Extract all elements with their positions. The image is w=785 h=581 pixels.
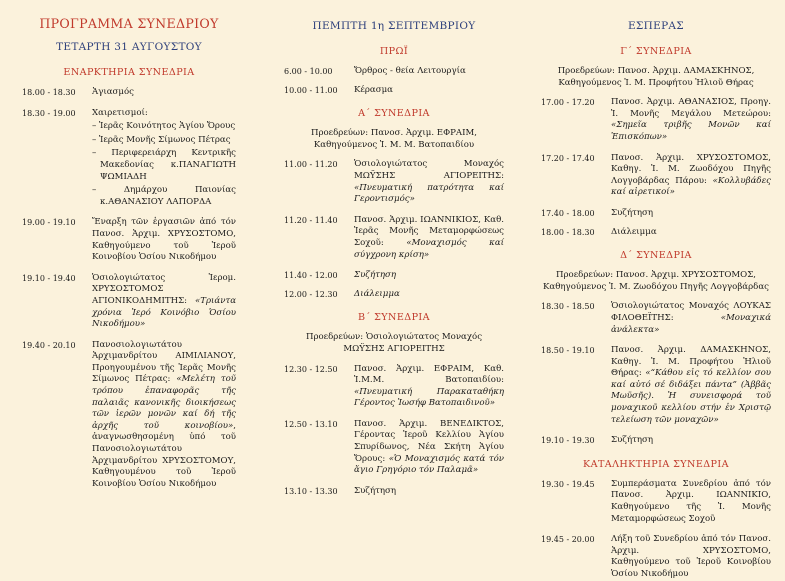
chair-line: Προεδρεύων: Πανοσ. Ἀρχιμ. ΔΑΜΑΣΚΗΝΟΣ,: [557, 66, 755, 76]
talk-title: «Μοναχισμός καί σύγχρονη κρίση»: [354, 237, 504, 260]
column-evening: [524, 0, 785, 579]
time: 11.00 - 11.20: [284, 160, 338, 170]
day-heading-wednesday: ΤΕΤΑΡΤΗ 31 ΑΥΓΟΥΣΤΟΥ: [56, 41, 202, 53]
greeting-item: – Δημάρχου Παιονίας κ.ΑΘΑΝΑΣΙΟΥ ΛΑΠΟΡΔΑ: [92, 185, 236, 207]
talk-title: «Ὁ Μοναχισμός κατά τόν ἅγιο Γρηγόριο τόν Παλαμᾶ»: [354, 453, 504, 476]
desc: Συζήτηση: [611, 435, 654, 446]
session-heading-a: Α΄ ΣΥΝΕΔΡΙΑ: [358, 108, 430, 120]
talk: [611, 345, 771, 426]
talk-title: «Κολλυβάδες καί αἱρετικοί»: [611, 175, 771, 198]
schedule-row: [541, 301, 771, 336]
talk-title: «“Κάθου εἰς τό κελλίον σου καί αὐτό σέ διδάξει πάντα” (Ἀββᾶς Μωϋσῆς). Ἡ συνεισφορά τοῦ μοναχικοῦ κελλίου στήν ἐν Χριστῷ τελείωση τῶν μοναχῶν»: [611, 368, 771, 425]
time: 18.30 - 18.50: [541, 302, 595, 312]
evening-heading: ΕΣΠΕΡΑΣ: [627, 20, 685, 32]
time: 19.45 - 20.00: [541, 535, 595, 545]
time: 11.40 - 12.00: [284, 271, 338, 281]
session-heading-b: Β΄ ΣΥΝΕΔΡΙΑ: [358, 312, 430, 324]
talk: [92, 273, 236, 331]
session-chair: [541, 270, 771, 293]
schedule-row: [284, 419, 504, 477]
schedule-row: [284, 66, 504, 78]
desc: Χαιρετισμοί:: [92, 107, 148, 118]
talk: [354, 364, 504, 410]
time: 18.30 - 19.00: [22, 108, 76, 118]
speaker: Πανοσ. Ἀρχιμ. ΕΦΡΑΙΜ, Καθ. Ἱ.Μ.Μ. Βατοπαιδίου:: [354, 363, 504, 386]
time: 17.40 - 18.00: [541, 208, 595, 218]
schedule-row: [22, 108, 236, 209]
chair-line: Προεδρεύων: Ὁσιολογιώτατος Μοναχός: [305, 332, 483, 343]
speaker: Πανοσ. Ἀρχιμ. ΧΡΥΣΟΣΤΟΜΟΣ, Καθηγ. Ἱ. Μ. Ζωοδόχου Πηγῆς Λογγοβάρδας Πάρου:: [611, 152, 771, 186]
desc: Διάλειμμα: [354, 288, 400, 299]
time: 17.00 - 17.20: [541, 98, 595, 108]
talk-note: , ἀναγνωσθησομένη ὑπό τοῦ Πανοσιολογιωτάτου Ἀρχιμανδρίτου ΧΡΥΣΟΣΤΟΜΟΥ, Καθηγουμένου τοῦ Ἱεροῦ Κοινοβίου Ὁσίου Νικοδήμου: [92, 420, 236, 489]
schedule-row: [284, 289, 504, 301]
time: 11.20 - 11.40: [284, 215, 338, 225]
schedule-row: [541, 534, 771, 580]
talk: [354, 215, 504, 261]
schedule-row: [541, 345, 771, 426]
schedule-row: [284, 270, 504, 282]
schedule-row: [541, 435, 771, 447]
speaker: Πανοσ. Ἀρχιμ. ΔΑΜΑΣΚΗΝΟΣ, Καθηγ. Ἱ. Μ. Προφήτου Ἠλιοῦ Θήρας:: [611, 345, 771, 379]
speaker: Πανοσιολογιωτάτου Ἀρχιμανδρίτου ΑΙΜΙΛΙΑΝΟΥ, Προηγουμένου τῆς Ἱερᾶς Μονῆς Σίμωνος Πέτρας:: [92, 339, 236, 385]
schedule-row: [22, 87, 236, 99]
speaker: Ὁσιολογιώτατος Μοναχός ΛΟΥΚΑΣ ΦΙΛΟΘΕΪΤΗΣ:: [611, 301, 771, 323]
time: 12.50 - 13.10: [284, 419, 338, 429]
time: 19.40 - 20.10: [22, 340, 76, 350]
desc: Λήξη τοῦ Συνεδρίου ἀπό τόν Πανοσ. Ἀρχιμ. ΧΡΥΣΟΣΤΟΜΟ, Καθηγούμενο τοῦ Ἱεροῦ Κοινοβίου Ὁσίου Νικοδήμου: [611, 534, 771, 579]
speaker: Πανοσ. Ἀρχιμ. ΑΘΑΝΑΣΙΟΣ, Προηγ. Ἱ. Μονῆς Μεγάλου Μετεώρου:: [611, 97, 771, 119]
schedule-row: [541, 153, 771, 199]
schedule-row: [284, 85, 504, 97]
time: 19.10 - 19.40: [22, 273, 76, 283]
time: 19.00 - 19.10: [22, 218, 76, 228]
chair-line: Καθηγούμενος Ἱ. Μ. Ζωοδόχου Πηγῆς Λογγοβάρδας: [543, 281, 769, 292]
desc: Ἔναρξη τῶν ἐργασιῶν ἀπό τόν Πανοσ. Ἀρχιμ. ΧΡΥΣΟΣΤΟΜΟ, Καθηγούμενο τοῦ Ἱεροῦ Κοινοβίου Ὁσίου Νικοδήμου: [92, 217, 236, 263]
session-chair: [284, 332, 504, 355]
time: 19.30 - 19.45: [541, 479, 595, 489]
schedule-row: [541, 479, 771, 525]
talk-title: «Μελέτη τοῦ τρόπου ἐπαναφορᾶς τῆς παλαιᾶς κανονικῆς διοικήσεως τῶν ἱερῶν μονῶν καί δή τῆς ἀρχῆς τοῦ κοινοβίου»: [92, 374, 237, 431]
greeting-item: – Ἱερᾶς Μονῆς Σίμωνος Πέτρας: [92, 134, 231, 145]
chair-line: Προεδρεύων: Πανοσ. Ἀρχιμ. ΕΦΡΑΙΜ,: [310, 128, 478, 139]
greeting-item: – Περιφερειάρχη Κεντρικῆς Μακεδονίας κ.ΠΑΝΑΓΙΩΤΗ ΨΩΜΙΑΔΗ: [92, 148, 236, 182]
talk-title: «Πνευματική πατρότητα καί Γεροντισμός»: [354, 182, 504, 205]
greetings: [92, 108, 236, 209]
session-heading-morning: ΠΡΩΪ: [379, 46, 409, 57]
schedule-row: [284, 364, 504, 410]
time: 18.00 - 18.30: [541, 227, 595, 237]
time: 17.20 - 17.40: [541, 153, 595, 163]
day-heading-thursday: ΠΕΜΠΤΗ 1η ΣΕΠΤΕΜΒΡΙΟΥ: [312, 20, 476, 32]
session-heading-closing: ΚΑΤΑΛΗΚΤΗΡΙΑ ΣΥΝΕΔΡΙΑ: [583, 458, 729, 470]
greeting-item: – Ἱερᾶς Κοινότητος Ἁγίου Ὄρους: [92, 121, 236, 132]
speaker: Ὁσιολογιώτατος Ἱερομ. ΧΡΥΣΟΣΤΟΜΟΣ ΑΓΙΟΝΙΚΟΔΗΜΙΤΗΣ:: [92, 272, 236, 306]
time: 10.00 - 11.00: [284, 85, 338, 95]
schedule-row: [284, 215, 504, 261]
chair-line: Καθηγούμενος Ἱ. Μ. Μ. Βατοπαιδίου: [313, 139, 475, 150]
schedule-row: [541, 208, 771, 220]
time: 19.10 - 19.30: [541, 436, 595, 446]
schedule-row: [284, 159, 504, 205]
talk: [611, 301, 771, 336]
schedule-row: [541, 227, 771, 239]
session-heading-d: Δ΄ ΣΥΝΕΔΡΙΑ: [620, 250, 692, 262]
session-heading-opening: ΕΝΑΡΚΤΗΡΙΑ ΣΥΝΕΔΡΙΑ: [63, 67, 195, 78]
time: 6.00 - 10.00: [284, 67, 333, 76]
schedule-row: [541, 97, 771, 143]
speaker: Πανοσ. Ἀρχιμ. ΙΩΑΝΝΙΚΙΟΣ, Καθ. Ἱερᾶς Μονῆς Μεταμορφώσεως Σοχοῦ:: [354, 214, 504, 248]
desc: Διάλειμμα: [611, 226, 657, 237]
time: 18.50 - 19.10: [541, 346, 595, 356]
talk: [611, 153, 771, 199]
desc: Συζήτηση: [354, 485, 397, 496]
session-heading-c: Γ΄ ΣΥΝΕΔΡΙΑ: [620, 46, 692, 57]
speaker: Ὁσιολογιώτατος Μοναχός ΜΩΫΣΗΣ ΑΓΙΟΡΕΙΤΗΣ:: [354, 159, 504, 181]
schedule-row: [284, 486, 504, 498]
talk-title: «Πνευματική Παρακαταθήκη Γέροντος Ἰωσήφ Βατοπαιδινοῦ»: [354, 386, 504, 409]
schedule-row: [22, 217, 236, 263]
desc: Ὄρθρος - θεία Λειτουργία: [354, 66, 466, 76]
time: 12.00 - 12.30: [284, 289, 338, 299]
talk: [92, 340, 236, 491]
talk: [611, 97, 771, 143]
column-wednesday: [0, 0, 262, 552]
talk: [354, 419, 504, 477]
talk-title: «Τριάντα χρόνια Ἱερό Κοινόβιο Ὁσίου Νικοδήμου»: [92, 295, 236, 330]
speaker: Πανοσ. Ἀρχιμ. ΒΕΝΕΔΙΚΤΟΣ, Γέροντας Ἱεροῦ Κελλίου Ἁγίου Σπυρίδωνος, Νέα Σκήτη Ἁγίου Ὄρους:: [354, 418, 504, 464]
chair-line: Προεδρεύων: Πανοσ. Ἀρχιμ. ΧΡΥΣΟΣΤΟΜΟΣ,: [555, 270, 757, 281]
desc: Συμπεράσματα Συνεδρίου ἀπό τόν Πανοσ. Ἀρχιμ. ΙΩΑΝΝΙΚΙΟ, Καθηγούμενο τῆς Ἱ. Μονῆς Μεταμορφώσεως Σοχοῦ: [611, 478, 771, 524]
time: 12.30 - 12.50: [284, 364, 338, 374]
time: 18.00 - 18.30: [22, 88, 76, 97]
schedule-row: [22, 273, 236, 331]
desc: Συζήτηση: [354, 270, 397, 281]
program-title: ΠΡΟΓΡΑΜΜΑ ΣΥΝΕΔΡΙΟΥ: [39, 16, 219, 31]
session-chair: [541, 66, 771, 89]
column-thursday: [262, 0, 524, 552]
desc: Κέρασμα: [354, 84, 393, 95]
desc: Συζήτηση: [611, 207, 654, 218]
schedule-row: [22, 340, 236, 491]
talk: [354, 159, 504, 205]
session-chair: [284, 128, 504, 151]
time: 13.10 - 13.30: [284, 486, 338, 496]
talk-title: «Σημεῖα τριβῆς Μονῶν καί Ἐπισκόπων»: [611, 120, 771, 142]
desc: Ἁγιασμός: [92, 87, 134, 97]
chair-line: Καθηγούμενος Ἱ. Μ. Προφήτου Ἠλιοῦ Θήρας: [558, 77, 754, 88]
talk-title: «Μοναχικά ἀνάλεκτα»: [611, 312, 771, 335]
chair-line: ΜΩΫΣΗΣ ΑΓΙΟΡΕΙΤΗΣ: [343, 343, 445, 354]
